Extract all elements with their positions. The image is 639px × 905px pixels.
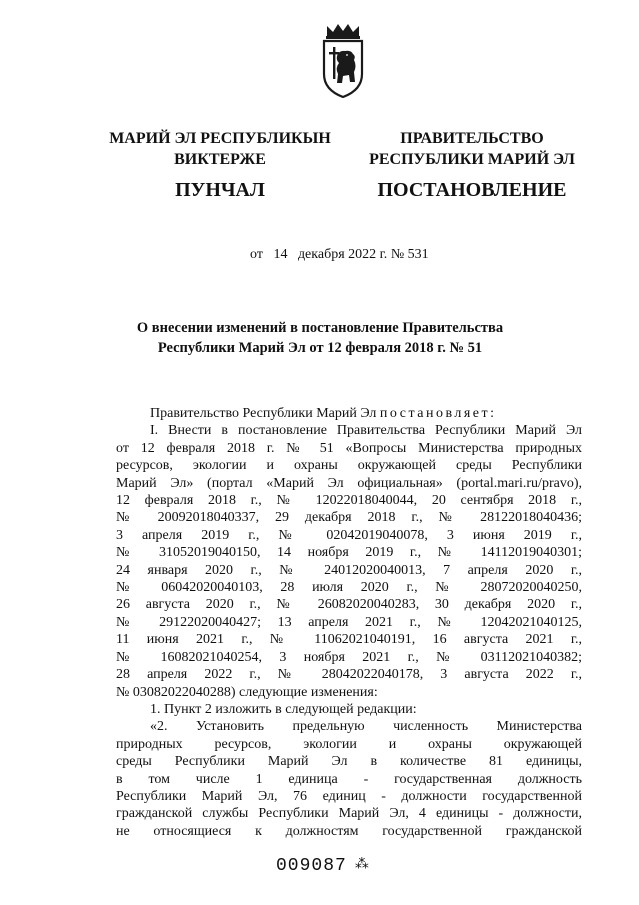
body-line: Марий Эл» (портал «Марий Эл официальная» (portal.mari.ru/pravo), xyxy=(116,475,582,491)
quote-line: не относящиеся к должностям государственной гражданской xyxy=(116,823,582,839)
body-line: 26 августа 2020 г., № 26082020040283, 30 декабря 2020 г., xyxy=(116,597,582,613)
header-russian-line2: РЕСПУБЛИКИ МАРИЙ ЭЛ xyxy=(369,151,575,168)
intro-decree-word: постановляет xyxy=(379,406,491,421)
header-russian-doc-type: ПОСТАНОВЛЕНИЕ xyxy=(377,179,567,201)
header-russian-line1: ПРАВИТЕЛЬСТВО xyxy=(400,130,544,147)
serial-number: 009087 xyxy=(276,856,347,876)
intro-colon: : xyxy=(490,406,495,421)
document-body xyxy=(116,405,582,840)
quote-line: в том числе 1 единица - государственная должность xyxy=(116,771,582,787)
body-line: № 16082021040254, 3 ноября 2021 г., № 03112021040382; xyxy=(116,649,582,665)
body-line: № 06042020040103, 28 июля 2020 г., № 28072020040250, xyxy=(116,580,582,596)
point-1-intro: 1. Пункт 2 изложить в следующей редакции: xyxy=(150,701,417,717)
quote-line: гражданской службы Республики Марий Эл, 4 единицы - должности, xyxy=(116,806,582,822)
header-mari-line2: ВИКТЕРЖЕ xyxy=(174,151,266,168)
title-line2: Республики Марий Эл от 12 февраля 2018 г. № 51 xyxy=(157,340,483,356)
header-mari xyxy=(100,128,340,203)
form-serial-number xyxy=(276,856,369,876)
date-prefix: от xyxy=(250,247,263,262)
date-day: 14 xyxy=(273,247,288,262)
body-line: ресурсов, экологии и охраны окружающей среды Республики xyxy=(116,458,582,474)
number-label: № xyxy=(390,247,405,262)
quote-line: природных ресурсов, экологии и охраны окружающей xyxy=(116,736,582,752)
body-line: 12 февраля 2018 г., № 12022018040044, 20 сентября 2018 г., xyxy=(116,493,582,509)
body-line: 11 июня 2021 г., № 11062021040191, 16 августа 2021 г., xyxy=(116,632,582,648)
quote-line: Республики Марий Эл, 76 единиц - должности государственной xyxy=(116,788,582,804)
quote-line: среды Республики Марий Эл в количестве 81 единицы, xyxy=(116,754,582,770)
body-line: 28 апреля 2022 г., № 28042022040178, 3 августа 2022 г., xyxy=(116,667,582,683)
intro-paragraph xyxy=(116,405,582,422)
coat-of-arms-mari-el-icon xyxy=(321,22,365,98)
body-line: № 20092018040337, 29 декабря 2018 г., № 28122018040436; xyxy=(116,510,582,526)
intro-text: Правительство Республики Марий Эл xyxy=(150,406,380,421)
body-line: № 31052019040150, 14 ноября 2019 г., № 14112019040301; xyxy=(116,545,582,561)
date-number-line xyxy=(250,247,429,263)
header-mari-doc-type: ПУНЧАЛ xyxy=(175,179,265,201)
body-line: № 29122020040427; 13 апреля 2021 г., № 12042021040125, xyxy=(116,614,582,630)
title-line1: О внесении изменений в постановление Правительства xyxy=(136,320,504,336)
body-line: I. Внести в постановление Правительства Республики Марий Эл xyxy=(150,423,582,439)
asterism-mark: ⁂ xyxy=(354,857,369,873)
body-line: от 12 февраля 2018 г. № 51 «Вопросы Министерства природных xyxy=(116,440,582,456)
document-number: 531 xyxy=(407,247,429,262)
header-mari-line1: МАРИЙ ЭЛ РЕСПУБЛИКЫН xyxy=(109,130,331,147)
document-title xyxy=(80,318,560,358)
header-russian xyxy=(352,128,592,203)
body-line: 3 апреля 2019 г., № 02042019040078, 3 июня 2019 г., xyxy=(116,527,582,543)
body-line: № 03082022040288) следующие изменения: xyxy=(116,684,378,700)
quote-line: «2. Установить предельную численность Министерства xyxy=(150,719,582,735)
body-line: 24 января 2020 г., № 24012020040013, 7 апреля 2020 г., xyxy=(116,562,582,578)
date-month-year: декабря 2022 г. xyxy=(297,247,388,262)
